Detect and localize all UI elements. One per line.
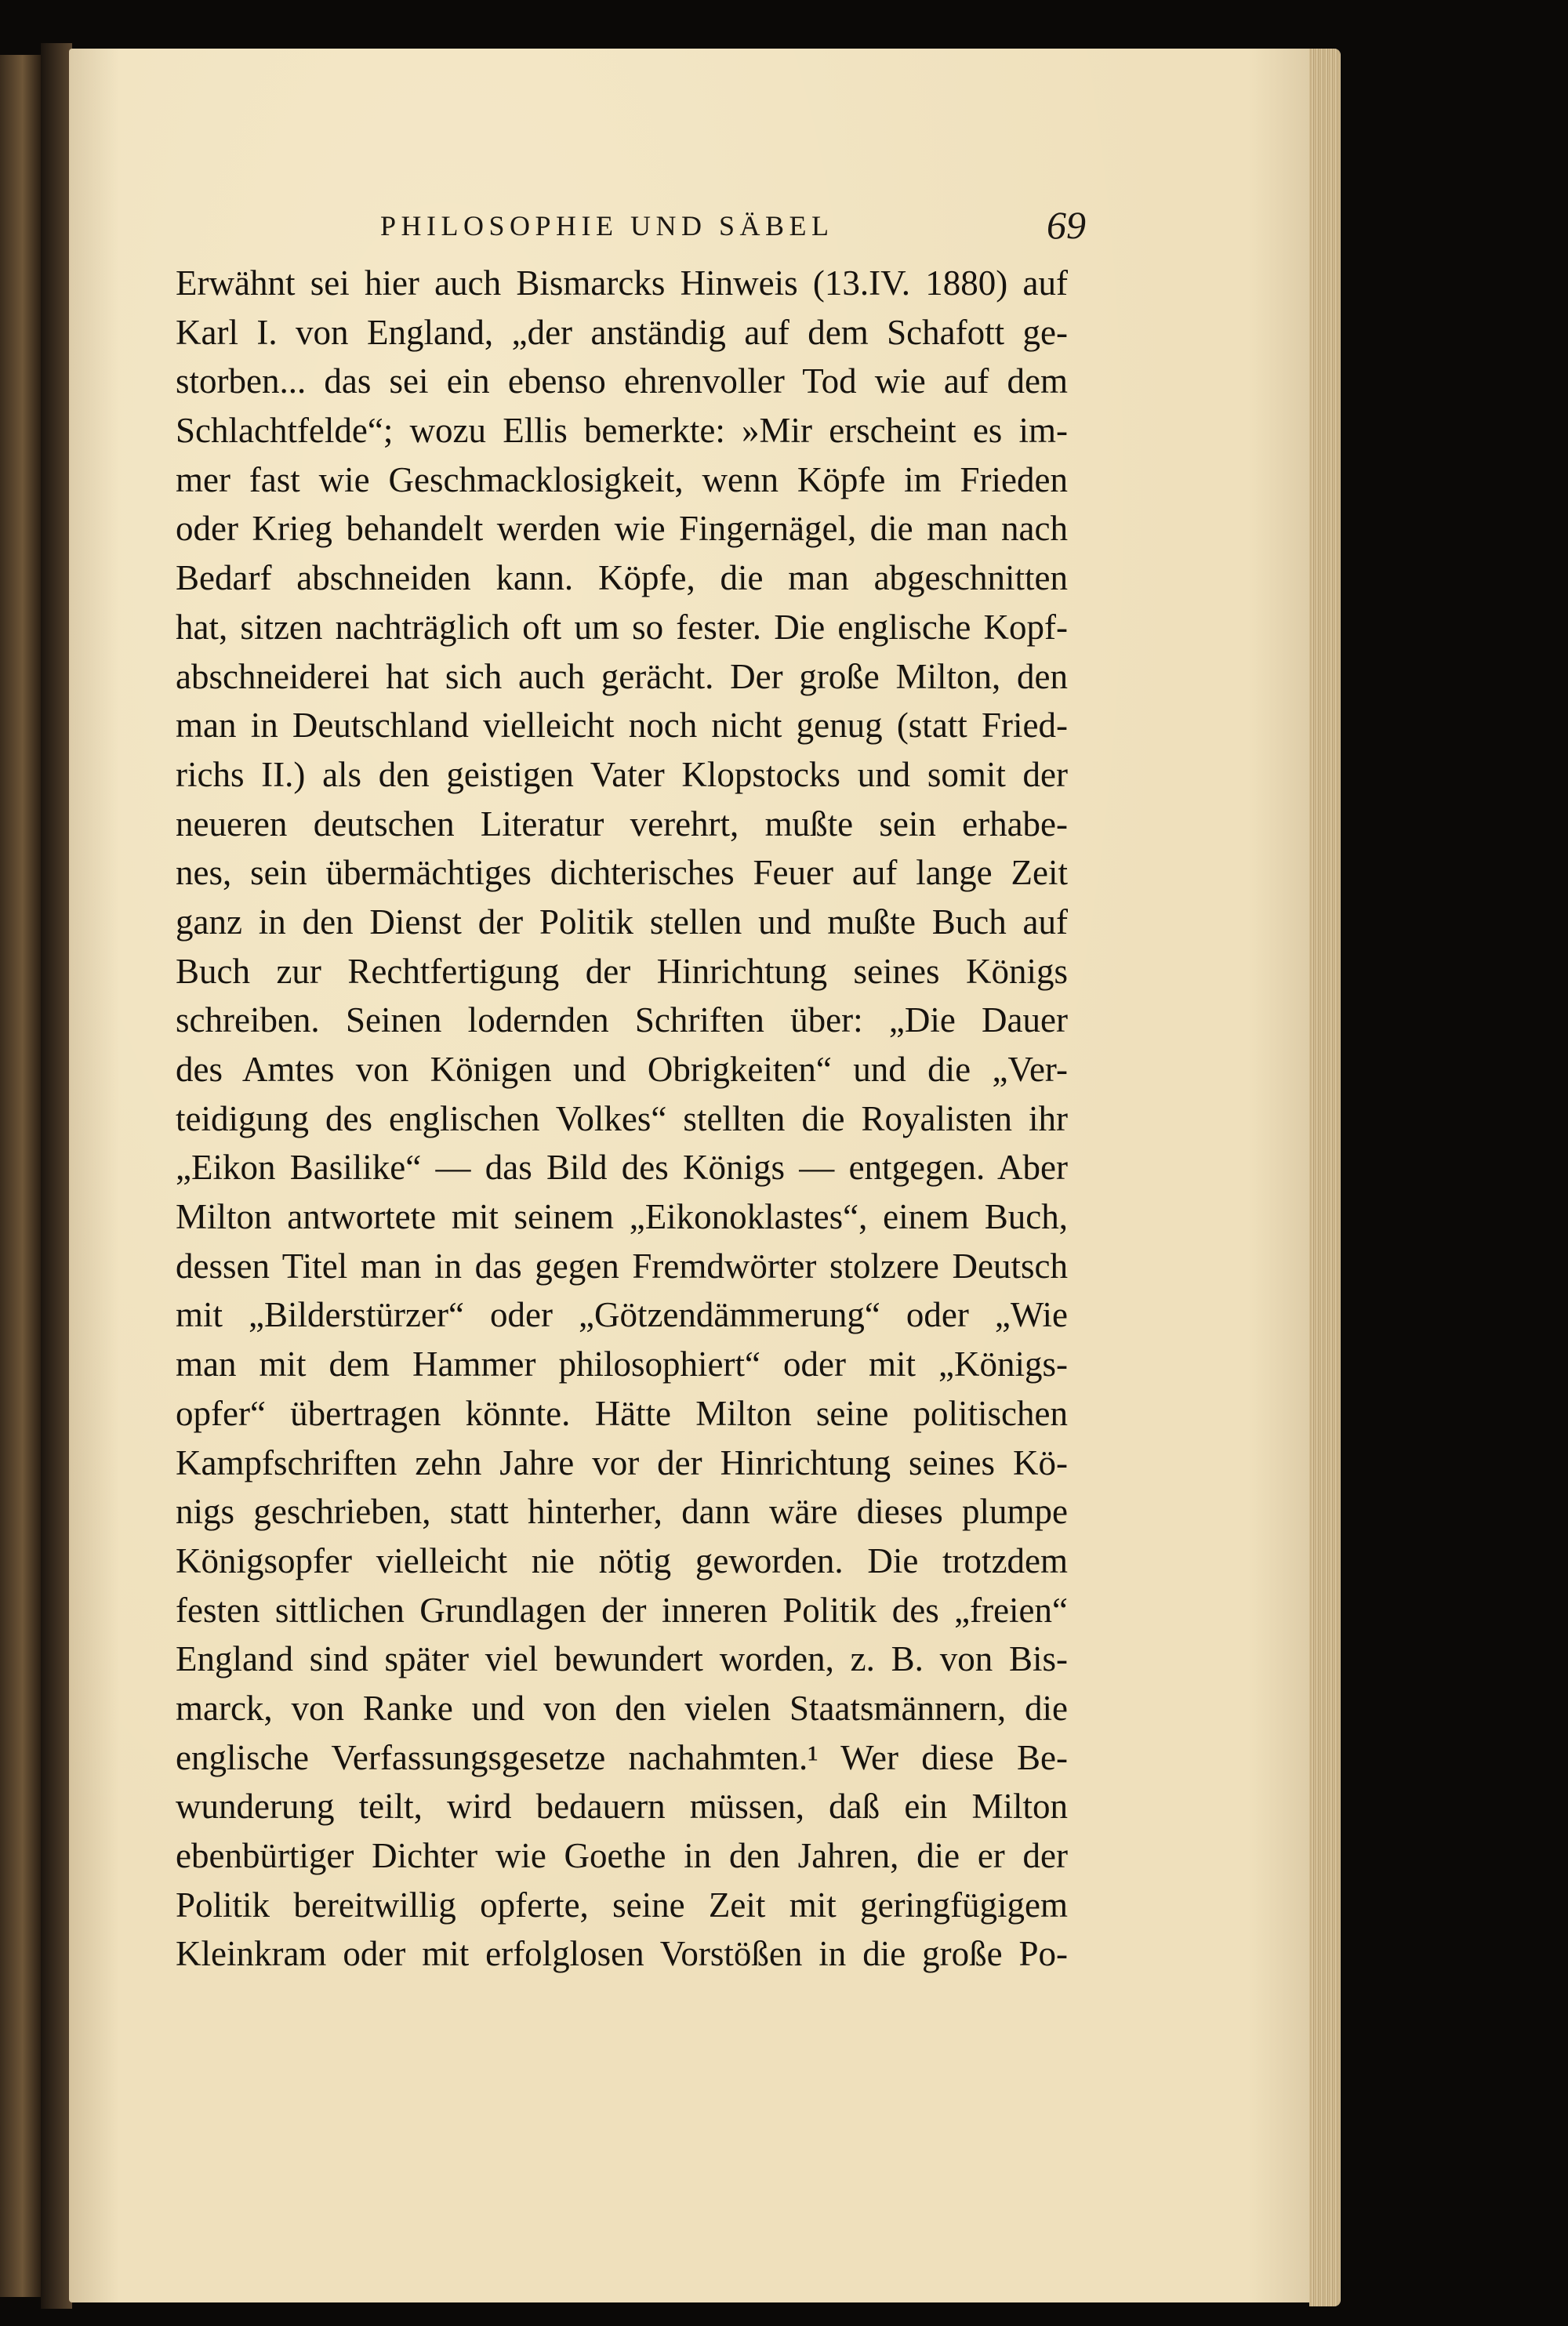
page-number: 69 bbox=[1047, 203, 1086, 247]
text-line: Milton antwortete mit seinem „Eikonoklastes“, einem Buch, bbox=[176, 1197, 1068, 1237]
text-line: Politik bereitwillig opferte, seine Zeit mit geringfügigem bbox=[176, 1885, 1068, 1925]
text-line: man mit dem Hammer philosophiert“ oder mit „Königs- bbox=[176, 1344, 1068, 1384]
text-line: schreiben. Seinen lodernden Schriften über: „Die Dauer bbox=[176, 1000, 1068, 1040]
text-line: Bedarf abschneiden kann. Köpfe, die man abgeschnitten bbox=[176, 558, 1068, 598]
text-line: ganz in den Dienst der Politik stellen und mußte Buch auf bbox=[176, 902, 1068, 942]
text-line: hat, sitzen nachträglich oft um so fester. Die englische Kopf- bbox=[176, 607, 1068, 647]
text-line: Schlachtfelde“; wozu Ellis bemerkte: »Mir erscheint es im- bbox=[176, 411, 1068, 451]
text-line: Kampfschriften zehn Jahre vor der Hinrichtung seines Kö- bbox=[176, 1442, 1068, 1482]
text-line: Erwähnt sei hier auch Bismarcks Hinweis (13.IV. 1880) auf bbox=[176, 263, 1068, 303]
text-line: „Eikon Basilike“ — das Bild des Königs — entgegen. Aber bbox=[176, 1148, 1068, 1188]
facing-page-edge bbox=[0, 55, 41, 2297]
text-line: Karl I. von England, „der anständig auf dem Schafott ge- bbox=[176, 312, 1068, 352]
text-line: teidigung des englischen Volkes“ stellten die Royalisten ihr bbox=[176, 1098, 1068, 1138]
text-line: opfer“ übertragen könnte. Hätte Milton seine politischen bbox=[176, 1393, 1068, 1433]
text-line: Kleinkram oder mit erfolglosen Vorstößen in die große Po- bbox=[176, 1934, 1068, 1974]
text-line: England sind später viel bewundert worden, z. B. von Bis- bbox=[176, 1639, 1068, 1679]
text-line: mit „Bilderstürzer“ oder „Götzendämmerung“ oder „Wie bbox=[176, 1295, 1068, 1335]
text-line: wunderung teilt, wird bedauern müssen, daß ein Milton bbox=[176, 1787, 1068, 1827]
page-header bbox=[380, 203, 1086, 247]
text-line: neueren deutschen Literatur verehrt, mußte sein erhabe- bbox=[176, 804, 1068, 844]
text-line: festen sittlichen Grundlagen der inneren Politik des „freien“ bbox=[176, 1590, 1068, 1630]
running-head: PHILOSOPHIE UND SÄBEL bbox=[380, 210, 834, 241]
text-line: abschneiderei hat sich auch gerächt. Der große Milton, den bbox=[176, 656, 1068, 696]
text-line: oder Krieg behandelt werden wie Fingernägel, die man nach bbox=[176, 509, 1068, 549]
text-line: dessen Titel man in das gegen Fremdwörter stolzere Deutsch bbox=[176, 1246, 1068, 1286]
text-line: des Amtes von Königen und Obrigkeiten“ und die „Ver- bbox=[176, 1050, 1068, 1089]
text-line: marck, von Ranke und von den vielen Staatsmännern, die bbox=[176, 1688, 1068, 1728]
text-line: nes, sein übermächtiges dichterisches Feuer auf lange Zeit bbox=[176, 853, 1068, 893]
text-line: storben... das sei ein ebenso ehrenvoller Tod wie auf dem bbox=[176, 361, 1068, 401]
body-text bbox=[176, 259, 1068, 1979]
book-gutter bbox=[41, 43, 72, 2309]
text-line: Königsopfer vielleicht nie nötig geworden. Die trotzdem bbox=[176, 1540, 1068, 1580]
text-line: man in Deutschland vielleicht noch nicht genug (statt Fried- bbox=[176, 706, 1068, 746]
text-line: mer fast wie Geschmacklosigkeit, wenn Köpfe im Frieden bbox=[176, 459, 1068, 499]
text-line: Buch zur Rechtfertigung der Hinrichtung seines Königs bbox=[176, 951, 1068, 991]
text-line: ebenbürtiger Dichter wie Goethe in den Jahren, die er der bbox=[176, 1836, 1068, 1875]
text-line: englische Verfassungsgesetze nachahmten.¹ Wer diese Be- bbox=[176, 1737, 1068, 1777]
page-block-edge bbox=[1309, 49, 1341, 2306]
text-line: richs II.) als den geistigen Vater Klopstocks und somit der bbox=[176, 754, 1068, 794]
text-line: nigs geschrieben, statt hinterher, dann wäre dieses plumpe bbox=[176, 1492, 1068, 1532]
